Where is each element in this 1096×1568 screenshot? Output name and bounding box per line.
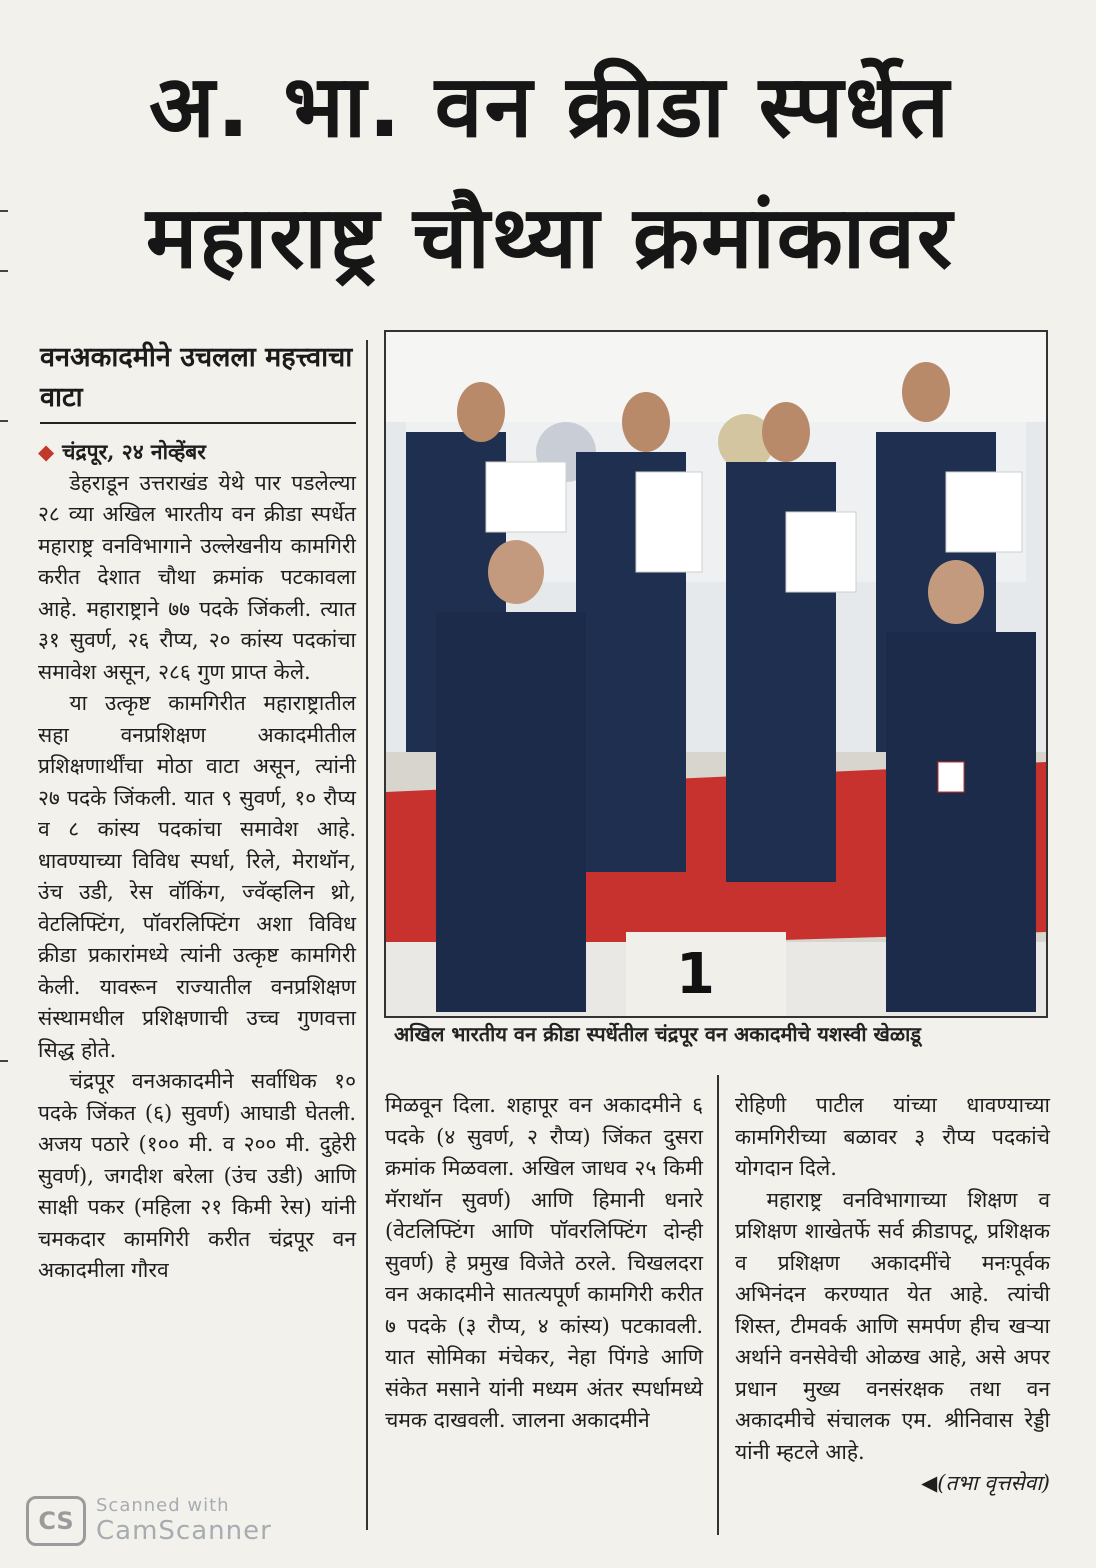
dateline (38, 436, 356, 468)
athletes-podium-illustration (386, 332, 1046, 1016)
diamond-bullet-icon: ◆ (38, 439, 55, 464)
paragraph: डेहराडून उत्तराखंड येथे पार पडलेल्या २८ व्या अखिल भारतीय वन क्रीडा स्पर्धेत महाराष्ट्र वनविभागाने उल्लेखनीय कामगिरी करीत देशात चौथा क्रमांक पटकावला आहे. महाराष्ट्राने ७७ पदके जिंकली. त्यात ३१ सुवर्ण, २६ रौप्य, २० कांस्य पदकांचा समावेश असून, २८६ गुण प्राप्त केले. (38, 470, 356, 684)
column-divider (366, 340, 368, 1530)
signoff: ◀(तभा वृत्तसेवा) (921, 1471, 1050, 1495)
column-divider (717, 1075, 719, 1535)
headline-line-2: महाराष्ट्र चौथ्या क्रमांकावर (145, 188, 955, 288)
headline-line-1: अ. भा. वन क्रीडा स्पर्धेत (149, 57, 951, 157)
dateline-text: चंद्रपूर, २४ नोव्हेंबर (62, 439, 206, 464)
photo-caption: अखिल भारतीय वन क्रीडा स्पर्धेतील चंद्रपूर वन अकादमीचे यशस्वी खेळाडू (394, 1022, 921, 1046)
cropped-text-mark (0, 270, 8, 272)
camscanner-watermark (26, 1495, 272, 1546)
paragraph: महाराष्ट्र वनविभागाच्या शिक्षण व प्रशिक्षण शाखेतर्फे सर्व क्रीडापटू, प्रशिक्षक व प्रशिक्षण अकादमींचे मनःपूर्वक अभिनंदन करण्यात येत आहे. त्यांची शिस्त, टीमवर्क आणि समर्पण हीच खऱ्या अर्थाने वनसेवेची ओळख आहे, असे अपर प्रधान मुख्य वनसंरक्षक तथा वन अकादमीचे संचालक एम. श्रीनिवास रेड्डी यांनी म्हटले आहे. (735, 1187, 1050, 1464)
article-column-3 (735, 1090, 1050, 1500)
article-photo (384, 330, 1048, 1018)
cropped-text-mark (0, 420, 8, 422)
subheadline: वनअकादमीने उचलला महत्त्वाचा वाटा (40, 338, 356, 424)
watermark-line-1: Scanned with (96, 1495, 230, 1516)
article-column-2 (385, 1090, 703, 1437)
cropped-text-mark (0, 1060, 8, 1062)
watermark-line-2: CamScanner (96, 1516, 272, 1546)
camscanner-logo-icon: CS (26, 1496, 86, 1546)
paragraph: मिळवून दिला. शहापूर वन अकादमीने ६ पदके (४ सुवर्ण, २ रौप्य) जिंकत दुसरा क्रमांक मिळवला. अखिल जाधव २५ किमी मॅराथॉन सुवर्ण) आणि हिमानी धनारे (वेटलिफ्टिंग आणि पॉवरलिफ्टिंग दोन्ही सुवर्ण) हे प्रमुख विजेते ठरले. चिखलदरा वन अकादमीने सातत्यपूर्ण कामगिरी करीत ७ पदके (३ रौप्य, ४ कांस्य) पटकावली. यात सोमिका मंचेकर, नेहा पिंगडे आणि संकेत मसाने यांनी मध्यम अंतर स्पर्धामध्ये चमक दाखवली. जालना अकादमीने (385, 1093, 703, 1432)
article-column-1 (38, 436, 356, 1287)
paragraph: रोहिणी पाटील यांच्या धावण्याच्या कामगिरीच्या बळावर ३ रौप्य पदकांचे योगदान दिले. (735, 1093, 1050, 1180)
cropped-text-mark (0, 210, 8, 212)
paragraph: चंद्रपूर वनअकादमीने सर्वाधिक १० पदके जिंकत (६) सुवर्ण) आघाडी घेतली. अजय पठारे (१०० मी. व २०० मी. दुहेरी सुवर्ण), जगदीश बरेला (उंच उडी) आणि साक्षी पकर (महिला २१ किमी रेस) यांनी चमकदार कामगिरी करीत चंद्रपूर वन अकादमीला गौरव (38, 1069, 356, 1282)
podium-number: 1 (676, 942, 715, 1007)
paragraph: या उत्कृष्ट कामगिरीत महाराष्ट्रातील सहा वनप्रशिक्षण अकादमीतील प्रशिक्षणार्थींचा मोठा वाटा असून, त्यांनी २७ पदके जिंकली. यात ९ सुवर्ण, १० रौप्य व ८ कांस्य पदकांचा समावेश आहे. धावण्याच्या विविध स्पर्धा, रिले, मेराथॉन, उंच उडी, रेस वॉकिंग, ज्वॅव्हलिन थ्रो, वेटलिफ्टिंग, पॉवरलिफ्टिंग अशा विविध क्रीडा प्रकारांमध्ये त्यांनी उत्कृष्ट कामगिरी केली. यावरून राज्यातील वनप्रशिक्षण संस्थामधील प्रशिक्षणाची उच्च गुणवत्ता सिद्ध होते. (38, 691, 356, 1062)
